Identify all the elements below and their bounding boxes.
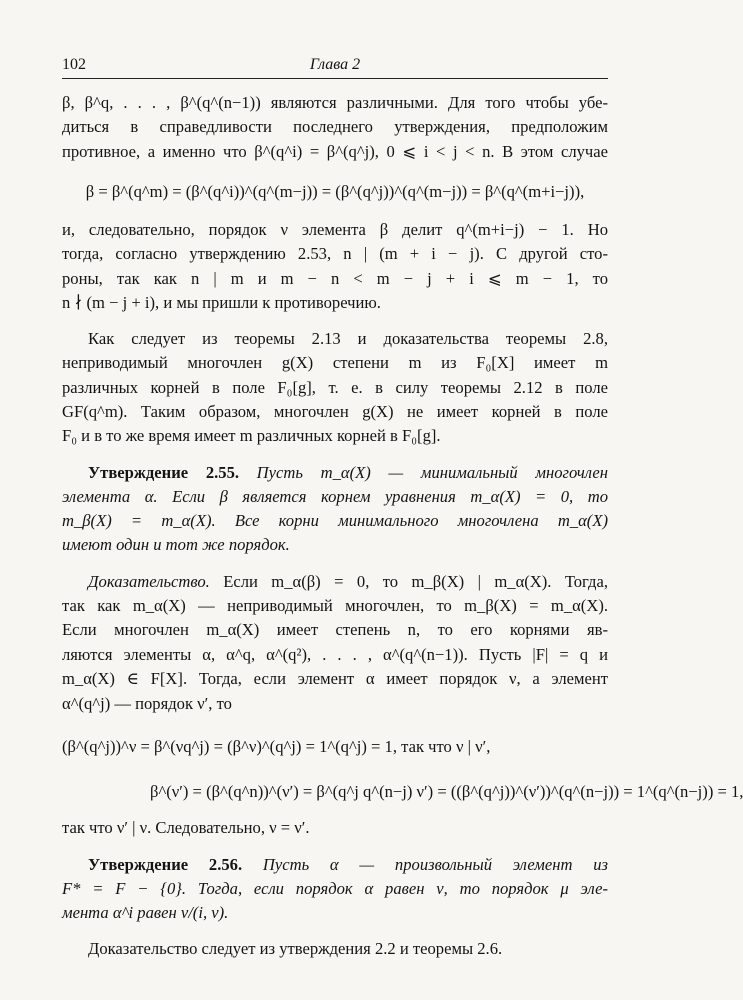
statement-label: Утверждение 2.56. [88, 855, 243, 874]
text-line: так как m_α(X) — неприводимый многочлен, то m_β(X) = m_α(X). [62, 596, 608, 615]
text-line: тогда, согласно утверждению 2.53, n | (m + i − j). С другой сто- [62, 244, 608, 263]
text-line: α^(q^j) — порядок ν′, то [62, 694, 232, 713]
text-line: m_β(X) = m_α(X). Все корни минимального многочлена m_α(X) [62, 511, 608, 530]
line-text: Пусть m_α(X) — минимальный многочлен [239, 463, 608, 482]
text-line: мента α^i равен ν/(i, ν). [62, 903, 229, 922]
page-number: 102 [62, 56, 86, 73]
text-line [88, 571, 608, 593]
text-line: n ∤ (m − j + i), и мы пришли к противоречию. [62, 293, 381, 312]
text-line: ляются элементы α, α^q, α^(q²), . . . , α^(q^(n−1)). Пусть |F| = q и [62, 645, 608, 664]
text-line: (β^(q^j))^ν = β^(νq^j) = (β^ν)^(q^j) = 1^(q^j) = 1, так что ν | ν′, [62, 737, 491, 756]
text-line: диться в справедливости последнего утверждения, предположим [62, 117, 608, 136]
line-text: Пусть α — произвольный элемент из [242, 855, 608, 874]
text-line [88, 854, 608, 876]
text-line: β = β^(q^m) = (β^(q^i))^(q^(m−j)) = (β^(q^j))^(q^(m−j)) = β^(q^(m+i−j)), [85, 182, 585, 201]
text-line: β, β^q, . . . , β^(q^(n−1)) являются различными. Для того чтобы убе- [62, 93, 608, 112]
line-text: Если m_α(β) = 0, то m_β(X) | m_α(X). Тогда, [209, 572, 608, 591]
text-line: так что ν′ | ν. Следовательно, ν = ν′. [62, 818, 310, 837]
chapter-title: Глава 2 [309, 56, 361, 73]
text-line: β^(ν′) = (β^(q^n))^(ν′) = β^(q^j q^(n−j) ν′) = ((β^(q^j))^(ν′))^(q^(n−j)) = 1^(q^(n−j)) = 1, [150, 782, 743, 801]
proof-label: Доказательство. [88, 572, 210, 591]
text-line: и, следовательно, порядок ν элемента β делит q^(m+i−j) − 1. Но [62, 220, 608, 239]
text-line: роны, так как n | m и m − n < m − j + i ⩽ m − 1, то [62, 269, 608, 288]
text-line: противное, а именно что β^(q^i) = β^(q^j), 0 ⩽ i < j < n. В этом случае [62, 142, 608, 161]
text-line: различных корней в поле F₀[g], т. е. в силу теоремы 2.12 в поле [62, 378, 608, 397]
running-header [62, 52, 608, 79]
text-line [88, 462, 608, 484]
text-line: Если многочлен m_α(X) имеет степень n, то его корнями яв- [62, 620, 608, 639]
text-line: Доказательство следует из утверждения 2.2 и теоремы 2.6. [88, 939, 503, 958]
text-line: элемента α. Если β является корнем уравнения m_α(X) = 0, то [62, 487, 608, 506]
statement-label: Утверждение 2.55. [88, 463, 240, 482]
text-line: m_α(X) ∈ F[X]. Тогда, если элемент α имеет порядок ν, а элемент [62, 669, 608, 688]
text-line: F* = F − {0}. Тогда, если порядок α равен ν, то порядок μ эле- [62, 879, 608, 898]
text-line: Как следует из теоремы 2.13 и доказательства теоремы 2.8, [88, 329, 608, 348]
text-line: F₀ и в то же время имеет m различных корней в F₀[g]. [62, 426, 441, 445]
text-line: GF(q^m). Таким образом, многочлен g(X) не имеет корней в поле [62, 402, 608, 421]
text-line: неприводимый многочлен g(X) степени m из F₀[X] имеет m [62, 353, 608, 372]
text-line: имеют один и тот же порядок. [62, 535, 290, 554]
